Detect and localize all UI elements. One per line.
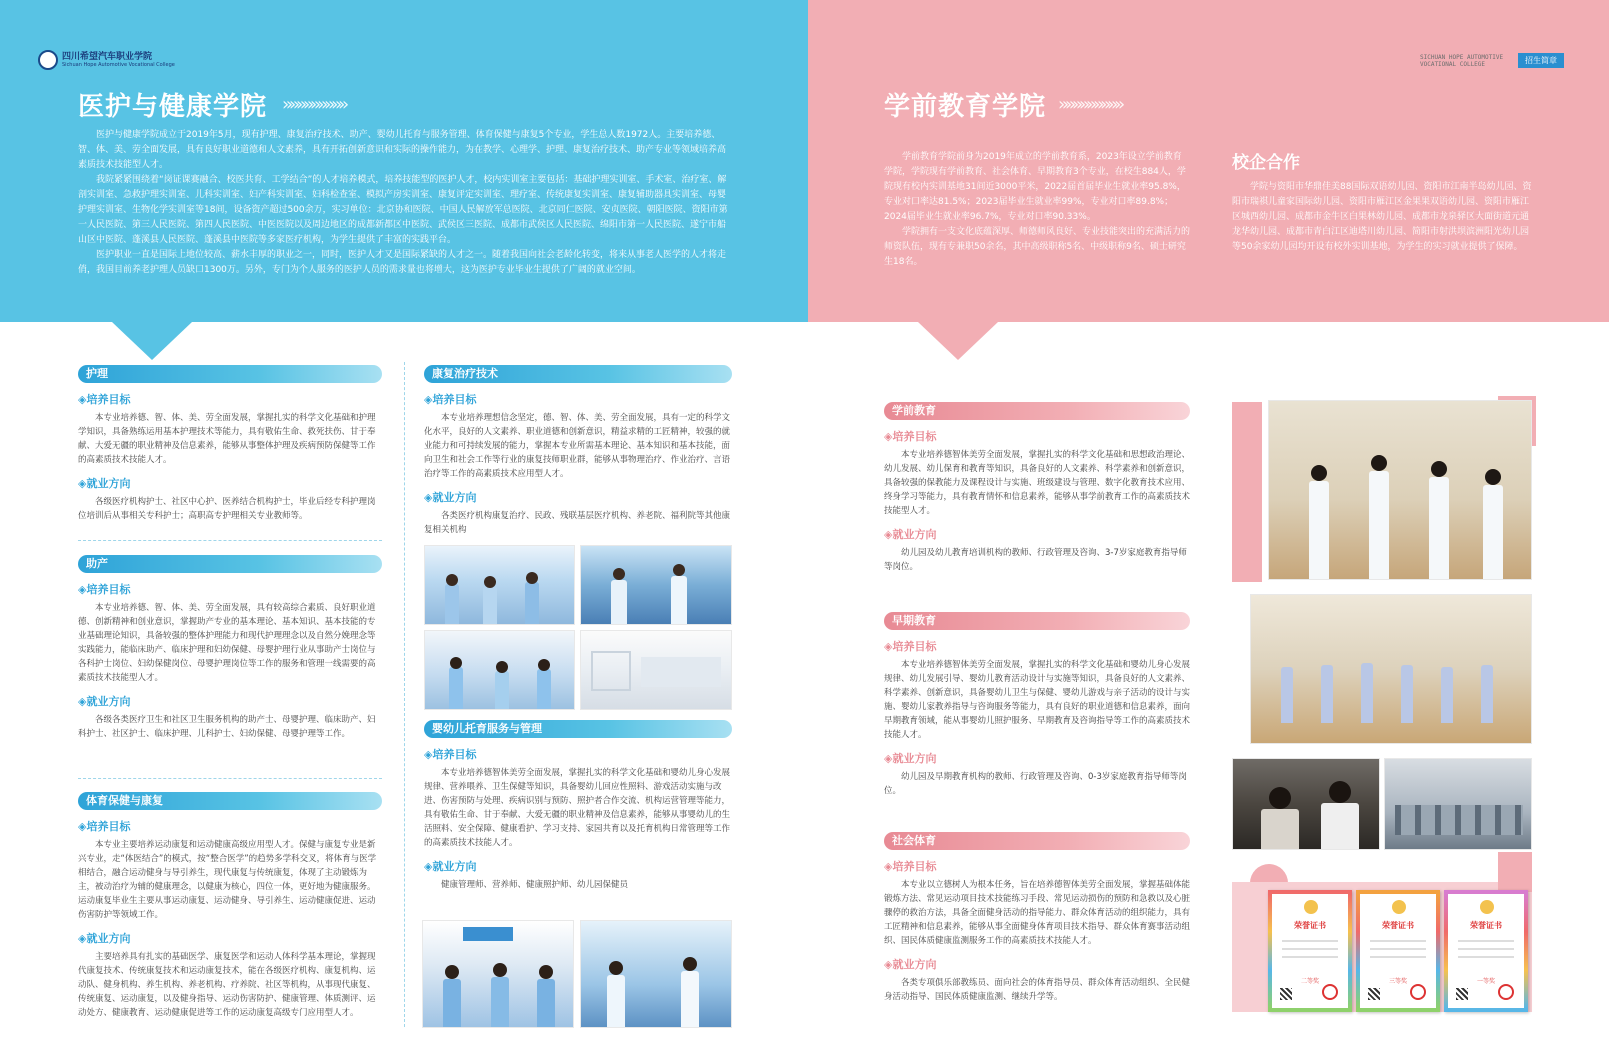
major-ribbon: 护理 [78, 365, 382, 383]
major-sports-rehab [78, 792, 382, 1020]
major-ribbon: 康复治疗技术 [424, 365, 732, 383]
career-text: 幼儿园及早期教育机构的教师、行政管理及咨询、0-3岁家庭教育指导师等岗位。 [884, 772, 1187, 796]
column-divider [404, 362, 405, 1027]
goal-heading: ◈培养目标 [884, 430, 937, 443]
right-page-title: 学前教育学院 [884, 92, 1047, 122]
major-ribbon: 社会体育 [884, 832, 1190, 850]
major-ribbon: 早期教育 [884, 612, 1190, 630]
right-title-arrows-icon: »»»»»»»»» [1058, 94, 1122, 115]
brochure-tag: 招生简章 [1518, 53, 1564, 68]
qr-code-icon [1368, 988, 1380, 1000]
left-intro [78, 128, 732, 278]
section-divider [78, 540, 382, 541]
left-intro-paragraph: 医护职业一直是国际上地位较高、薪水丰厚的职业之一，同时，医护人才又是国际紧缺的人才之一。随着我国向社会老龄化转变，将来从事老人医学的人才将走俏，我国目前养老护理人员缺口1300万。另外，专门为个人服务的医护人员的需求量也将增大，这为医护专业毕业生提供了广阔的就业空间。 [78, 250, 727, 275]
seal-icon [1498, 984, 1514, 1000]
brand-right-line2: VOCATIONAL COLLEGE [1420, 61, 1486, 68]
goal-heading: ◈培养目标 [424, 393, 477, 406]
left-page-title: 医护与健康学院 [78, 92, 268, 122]
logo-chinese-name: 四川希望汽车职业学院 [62, 52, 153, 62]
goal-text: 本专业以立德树人为根本任务，旨在培养德智体美劳全面发展，掌握基础体能锻炼方法、常见运动项目技术技能练习手段、常见运动损伤的预防和急救以及心脏骤停的救治方法，具备全面健身活动的指导能力、群众体育活动的组织能力，具有工匠精神和信息素养，能够从事全面健身体育项目技术指导、群众体育赛事活动组织、国民体质健康监测服务工作的高素质技术技能人才。 [884, 880, 1191, 946]
college-emblem-icon [38, 50, 58, 70]
logo-english-name: Sichuan Hope Automotive Vocational College [62, 62, 175, 68]
training-photo [424, 630, 575, 710]
major-nursing [78, 365, 382, 523]
career-text: 各类专项俱乐部教练员、面向社会的体育指导员、群众体育活动组织、全民健身活动指导、国民体质健康监测、继续升学等。 [884, 978, 1191, 1002]
goal-heading: ◈培养目标 [78, 583, 131, 596]
training-photo [580, 920, 732, 1028]
certificate-emblem-icon [1304, 900, 1318, 914]
coop-title: 校企合作 [1232, 153, 1300, 173]
dance-class-photo [1250, 594, 1532, 744]
goal-heading: ◈培养目标 [884, 640, 937, 653]
career-heading: ◈就业方向 [424, 860, 477, 873]
goal-text: 本专业主要培养运动康复和运动健康高级应用型人才。保健与康复专业是新兴专业，走“体医结合”的模式，按“整合医学”的趋势多学科交叉，将体育与医学相结合，融合运动健身与导引养生，现代康复与传统康复，体现了主动锻炼为主，被动治疗为辅的健康理念，以健康为核心，四位一体，更好地为健康服务。运动康复毕业生主要从事运动康复、运动健身、导引养生、运动健康促进、运动伤害防护等领域工作。 [78, 840, 377, 920]
career-text: 幼儿园及幼儿教育培训机构的教师、行政管理及咨询、3-7岁家庭教育指导师等岗位。 [884, 548, 1187, 572]
goal-text: 本专业培养理想信念坚定，德、智、体、美、劳全面发展，具有一定的科学文化水平，良好的人文素养、职业道德和创新意识，精益求精的工匠精神，较强的就业能力和可持续发展的能力，掌握本专业所需基本理论、基本知识和基本技能，面向卫生和社会工作等行业的康复技师职业群，能够从事物理治疗、作业治疗、言语治疗等工作的高素质技术应用型人才。 [424, 413, 731, 479]
goal-text: 本专业培养德智体美劳全面发展，掌握扎实的科学文化基础和婴幼儿身心发展规律、营养喂养、卫生保健等知识，具备婴幼儿回应性照料、游戏活动实施与改进、伤害预防与处理、疾病识别与预防、照护者合作交流、机构运营管理等能力，具有敬佑生命、甘于奉献、大爱无疆的职业精神及信息素养，能够从事婴幼儿的生活照料、安全保障、健康看护、学习支持、家园共育以及托育机构日常管理等工作的高素质技术技能人才。 [424, 768, 731, 848]
goal-heading: ◈培养目标 [78, 820, 131, 833]
classroom-photo [1384, 758, 1532, 850]
career-text: 各级医疗机构护士、社区中心护、医养结合机构护士，毕业后经专科护理岗位培训后从事相关专科护士；高职高专护理相关专业教师等。 [78, 497, 376, 521]
goal-heading: ◈培养目标 [424, 748, 477, 761]
certificate-emblem-icon [1480, 900, 1494, 914]
right-intro-paragraph: 学前教育学院前身为2019年成立的学前教育系，2023年设立学前教育学院，学院现有学前教育、社会体育、早期教育3个专业，在校生884人，学院现有校内实训基地31间近3000平米，2022届首届毕业生就业率95.8%，专业对口率达81.5%；2023届毕业生就业率99%，专业对口率89.8%；2024届毕业生就业率96.7%，专业对口率90.33%。 [884, 152, 1186, 222]
certificate-title: 荣誉证书 [1382, 921, 1414, 930]
training-photo [580, 545, 732, 625]
major-ribbon: 体育保健与康复 [78, 792, 382, 810]
coop-paragraph: 学院与资阳市华鼎佳美88国际双语幼儿园、资阳市江南半岛幼儿园、资阳市瑞祺儿童家国际幼儿园、资阳市雁江区金果果双语幼儿园、资阳市雁江区城西幼儿园、成都市金牛区白果林幼儿园、成都市龙泉驿区大面街道元通龙华幼儿园、成都市青白江区迪塔川幼儿园、简阳市射洪坝滨洲阳光幼儿园等50余家幼儿园均开设有校外实训基地，为学生的实习就业提供了保障。 [1232, 182, 1532, 252]
major-social-sports [884, 832, 1190, 1004]
right-intro-paragraph: 学院拥有一支文化底蕴深厚、师德师风良好、专业技能突出的充满活力的师资队伍，现有专兼职50余名，其中高级职称5名、中级职称9名、硕士研究生18名。 [884, 227, 1191, 267]
major-infant-care [424, 720, 732, 892]
goal-heading: ◈培养目标 [78, 393, 131, 406]
career-heading: ◈就业方向 [884, 528, 937, 541]
certificate-emblem-icon [1392, 900, 1406, 914]
major-rehab-therapy [424, 365, 732, 537]
left-band-pointer [112, 322, 192, 360]
career-text: 健康管理师、营养师、健康照护师、幼儿园保健员 [441, 880, 629, 890]
career-text: 各级各类医疗卫生和社区卫生服务机构的助产士、母婴护理、临床助产、妇科护士、社区护士、临床护理、儿科护士、妇幼保健、母婴护理等工作。 [78, 715, 376, 739]
training-photo [422, 920, 574, 1028]
goal-text: 本专业培养德、智、体、美、劳全面发展，具有较高综合素质、良好职业道德、创新精神和创业意识，掌握助产专业的基本理论、基本知识、基本技能的专业基础理论知识，具备较强的整体护理能力和现代护理理念以及自然分娩理念等实践能力，能临床助产、临床护理和妇幼保健、母婴护理行业从事助产士岗位与各科护士岗位、妇幼保健岗位、母婴护理岗位等工作的服务和管理一线需要的高素质技术技能型人才。 [78, 603, 376, 683]
career-heading: ◈就业方向 [78, 932, 131, 945]
major-ribbon: 助产 [78, 555, 382, 573]
certificate-title: 荣誉证书 [1470, 921, 1502, 930]
honor-certificate [1356, 890, 1440, 1012]
certificate-prize: 三等奖 [1388, 978, 1407, 985]
qr-code-icon [1280, 988, 1292, 1000]
section-divider [78, 778, 382, 779]
coop-text [1232, 180, 1532, 255]
major-preschool [884, 402, 1190, 574]
career-text: 主要培养具有扎实的基础医学、康复医学和运动人体科学基本理论，掌握现代康复技术、传统康复技术和运动康复技术，能在各级医疗机构、康复机构、运动队、健身机构、养生机构、养老机构、疗养院、社区等机构，从事现代康复、传统康复、运动康复，以及健身指导、运动伤害防护、健康管理、体质测评、运动处方、健康教育、运动健康促进等工作的运动康复高级专门应用型人才。 [78, 952, 376, 1018]
college-logo [38, 50, 175, 70]
certificate-prize: 一等奖 [1476, 978, 1495, 985]
brand-right-line1: SICHUAN HOPE AUTOMOTIVE [1420, 54, 1504, 61]
goal-heading: ◈培养目标 [884, 860, 937, 873]
career-heading: ◈就业方向 [78, 477, 131, 490]
seal-icon [1322, 984, 1338, 1000]
classroom-photo [1232, 758, 1380, 850]
right-intro [884, 150, 1190, 270]
qr-code-icon [1456, 988, 1468, 1000]
decorative-bar [1498, 852, 1532, 892]
career-heading: ◈就业方向 [884, 752, 937, 765]
left-intro-paragraph: 医护与健康学院成立于2019年5月，现有护理、康复治疗技术、助产、婴幼儿托育与服务管理、体育保健与康复5个专业，学生总人数1972人。主要培养德、智、体、美、劳全面发展，具有良好职业道德和人文素养，具有开拓创新意识和实际的操作能力，为在教学、心理学、护理、康复治疗技术、助产专业等领域培养高素质技术技能型人才。 [78, 130, 727, 170]
brand-right-text [1420, 54, 1503, 68]
career-heading: ◈就业方向 [884, 958, 937, 971]
honor-certificate [1444, 890, 1528, 1012]
goal-text: 本专业培养德智体美劳全面发展，掌握扎实的科学文化基础和思想政治理论、幼儿发展、幼儿保育和教育等知识，具备良好的人文素养、科学素养和创新意识，具备较强的保教能力及课程设计与实施、班级建设与管理、数字化教育技术应用、终身学习等能力，具有教育情怀和信息素养，能够从事学前教育工作的高素质技术技能型人才。 [884, 450, 1191, 516]
career-heading: ◈就业方向 [78, 695, 131, 708]
decorative-bar [1232, 402, 1262, 582]
career-heading: ◈就业方向 [424, 491, 477, 504]
major-midwifery [78, 555, 382, 741]
career-text: 各类医疗机构康复治疗、民政、残联基层医疗机构、养老院、福利院等其他康复相关机构 [424, 511, 731, 535]
certificate-prize: 二等奖 [1300, 978, 1319, 985]
left-intro-paragraph: 我院紧紧围绕着“岗证课赛融合、校医共育、工学结合”的人才培养模式，培养技能型的医护人才，校内实训室主要包括：基础护理实训室、手术室、治疗室、解剖实训室、急救护理实训室、儿科实训室、妇产科实训室、妇科检查室、模拟产房实训室、康复评定实训室、理疗室、传统康复实训室、康复辅助器具实训室、母婴护理实训室、生物化学实训室等18间，设备资产超过500余万，实习单位：北京协和医院、中国人民解放军总医院、北京同仁医院、安贞医院、朝阳医院、资阳市第一人民医院、第三人民医院、第四人民医院、中医医院以及周边地区的成都新都区中医院、武侯区三医院、成都市武侯区人民医院、绵阳市第一人民医院、遂宁市船山区中医院、蓬溪县人民医院、蓬溪县中医院等多家医疗机构，为学生提供了丰富的实践平台。 [78, 175, 728, 245]
training-photo [580, 630, 732, 710]
goal-text: 本专业培养德、智、体、美、劳全面发展，掌握扎实的科学文化基础和护理学知识，具备熟练运用基本护理技术等能力，具有敬佑生命、救死扶伤、甘于奉献、大爱无疆的职业精神及信息素养，能够从事整体护理及疾病预防保健等工作的高素质技术技能人才。 [78, 413, 376, 465]
certificate-title: 荣誉证书 [1294, 921, 1326, 930]
major-ribbon: 婴幼儿托育服务与管理 [424, 720, 732, 738]
training-photo [424, 545, 575, 625]
major-early-education [884, 612, 1190, 798]
seal-icon [1410, 984, 1426, 1000]
left-title-arrows-icon: »»»»»»»»» [282, 94, 346, 115]
major-ribbon: 学前教育 [884, 402, 1190, 420]
right-band-pointer [918, 322, 998, 360]
honor-certificate [1268, 890, 1352, 1012]
dance-photo [1268, 400, 1532, 580]
goal-text: 本专业培养德智体美劳全面发展，掌握扎实的科学文化基础和婴幼儿身心发展规律、幼儿发展引导、婴幼儿教育活动设计与实施等知识，具备良好的人文素养、科学素养、创新意识，具备婴幼儿卫生与保健、婴幼儿游戏与亲子活动的设计与实施、婴幼儿家教养指导与咨询服务等能力，具有良好的职业道德和信息素养，面向早期教育领域，能从事婴幼儿照护服务、早期教育及咨询指导等工作的高素质技术技能人才。 [884, 660, 1191, 740]
